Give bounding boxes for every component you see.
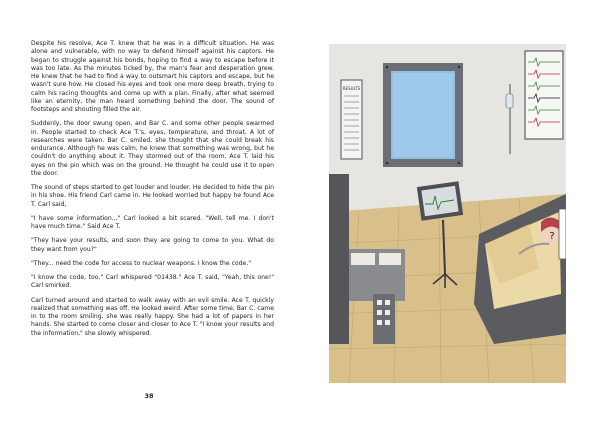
equipment-cabinet [373,294,395,344]
page-number: 38 [144,392,154,400]
medical-machine [329,174,349,344]
paragraph: Despite his resolve, Ace T. knew that he was in a difficult situation. He was alone and vulnerable, with no way to defend himself against his captors. He began to struggle against his bonds, hoping to find a way to escape before it was too late. As the minutes ticked by, the man's fear and desperation grew. He knew that he had to find a way to outsmart his captors and escape, but he wasn't sure how. He closed his eyes and took one more deep breath, trying to calm his racing thoughts and come up with a plan. Finally, after what seemed like an eternity, the man heard something behind the door. The sound of footsteps and shouting filled the air. [31,40,274,113]
illustration-drawing [329,44,566,383]
paragraph: Suddenly, the door swung open, and Bar C. and some other people swarmed in. People started to check Ace T.'s, eyes, temperature, and throat. A lot of researches were taken. Bar C. smiled, she thought that she could break his endurance. Although he was calm, he knew that something was wrong, but he couldn't do anything about it. They stormed out of the room. Ace T. laid his eyes on the pin which was on the ground. He thought he could use it to open the door. [31,120,274,177]
ecg-chart-poster [525,51,563,139]
svg-text:?: ? [549,231,555,242]
paragraph: Carl turned around and started to walk away with an evil smile. Ace T. quickly realized that something was off. He looked weird. After some time, Bar C. came in to the room smiling, she was really happy. She had a lot of papers in her hands. She started to come closer and closer to Ace T. "I know your results and the information," she slowly whispered. [31,296,274,337]
paragraph: The sound of steps started to get louder and louder. He decided to hide the pin in his shoe. His friend Carl came in. He looked worried but happy he found Ace T. Carl said, [31,184,274,208]
poster-heading: RESULTS [342,86,361,91]
paragraph: "I have some information..." Carl looked a bit scared. "Well, tell me. I don't have much time." Said Ace T. [31,214,274,230]
results-poster [341,80,362,159]
illustration-hospital-room [329,44,566,383]
paragraph: "I know the code, too." Carl whispered "01438." Ace T. said, "Yeah, this one!" Carl smirked. [31,274,274,290]
story-text [31,40,274,344]
paragraph: "They... need the code for access to nuclear weapons. I know the code." [31,259,252,267]
iv-bag [506,94,513,108]
paragraph: "They have your results, and soon they are going to come to you. What do they want from you?" [31,237,274,253]
